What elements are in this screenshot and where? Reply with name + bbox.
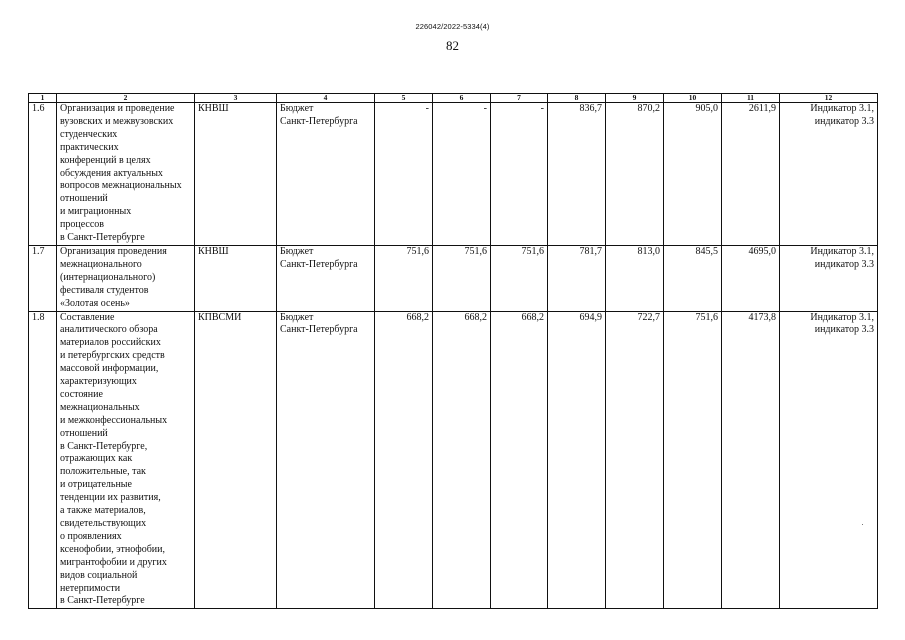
column-header: 9 [606, 94, 664, 103]
item-number: 1.7 [29, 245, 57, 311]
item-number: 1.8 [29, 311, 57, 609]
value-col8: 836,7 [548, 103, 606, 246]
value-col9: 870,2 [606, 103, 664, 246]
value-col11: 4173,8 [722, 311, 780, 609]
value-col10: 905,0 [664, 103, 722, 246]
column-header: 7 [491, 94, 548, 103]
value-col5: 751,6 [375, 245, 433, 311]
column-header: 10 [664, 94, 722, 103]
value-col11: 2611,9 [722, 103, 780, 246]
activity-name: Организация проведения межнационального (интернационального) фестиваля студентов «Золотая осень» [57, 245, 195, 311]
value-col5: - [375, 103, 433, 246]
value-col7: 751,6 [491, 245, 548, 311]
value-col10: 751,6 [664, 311, 722, 609]
indicator: Индикатор 3.1, индикатор 3.3 [780, 245, 878, 311]
value-col9: 813,0 [606, 245, 664, 311]
item-number: 1.6 [29, 103, 57, 246]
funding-source: Бюджет Санкт-Петербурга [277, 311, 375, 609]
indicator: Индикатор 3.1, индикатор 3.3 [780, 311, 878, 609]
value-col5: 668,2 [375, 311, 433, 609]
funding-source: Бюджет Санкт-Петербурга [277, 245, 375, 311]
value-col8: 694,9 [548, 311, 606, 609]
value-col7: 668,2 [491, 311, 548, 609]
activity-name: Составление аналитического обзора материалов российских и петербургских средств массовой информации, характеризующих состояние межнациональных и межконфессиональных отношений в Санкт-Петербурге, отражающих как положительные, так и отрицательные тенденции их развития, а также материалов, свидетельствующих о проявлениях ксенофобии, этнофобии, мигрантофобии и других видов социальной нетерпимости в Санкт-Петербурге [57, 311, 195, 609]
table-row [29, 245, 878, 311]
value-col6: 751,6 [433, 245, 491, 311]
column-header: 8 [548, 94, 606, 103]
program-table [28, 93, 878, 609]
table-row [29, 103, 878, 246]
value-col10: 845,5 [664, 245, 722, 311]
value-col7: - [491, 103, 548, 246]
executor: КНВШ [195, 103, 277, 246]
column-header: 5 [375, 94, 433, 103]
value-col9: 722,7 [606, 311, 664, 609]
column-header: 6 [433, 94, 491, 103]
executor: КНВШ [195, 245, 277, 311]
value-col6: - [433, 103, 491, 246]
indicator: Индикатор 3.1, индикатор 3.3 [780, 103, 878, 246]
column-header: 2 [57, 94, 195, 103]
value-col11: 4695,0 [722, 245, 780, 311]
table-row [29, 311, 878, 609]
page-number: 82 [446, 38, 459, 53]
value-col8: 781,7 [548, 245, 606, 311]
document-id: 226042/2022-5334(4) [415, 22, 490, 31]
column-header: 12 [780, 94, 878, 103]
value-col6: 668,2 [433, 311, 491, 609]
scan-speck [862, 524, 863, 525]
column-header: 4 [277, 94, 375, 103]
funding-source: Бюджет Санкт-Петербурга [277, 103, 375, 246]
column-header: 3 [195, 94, 277, 103]
activity-name: Организация и проведение вузовских и межвузовских студенческих практических конференций в целях обсуждения актуальных вопросов межнациональных отношений и миграционных процессов в Санкт-Петербурге [57, 103, 195, 246]
column-header: 1 [29, 94, 57, 103]
column-header: 11 [722, 94, 780, 103]
column-number-row [29, 94, 878, 103]
executor: КПВСМИ [195, 311, 277, 609]
